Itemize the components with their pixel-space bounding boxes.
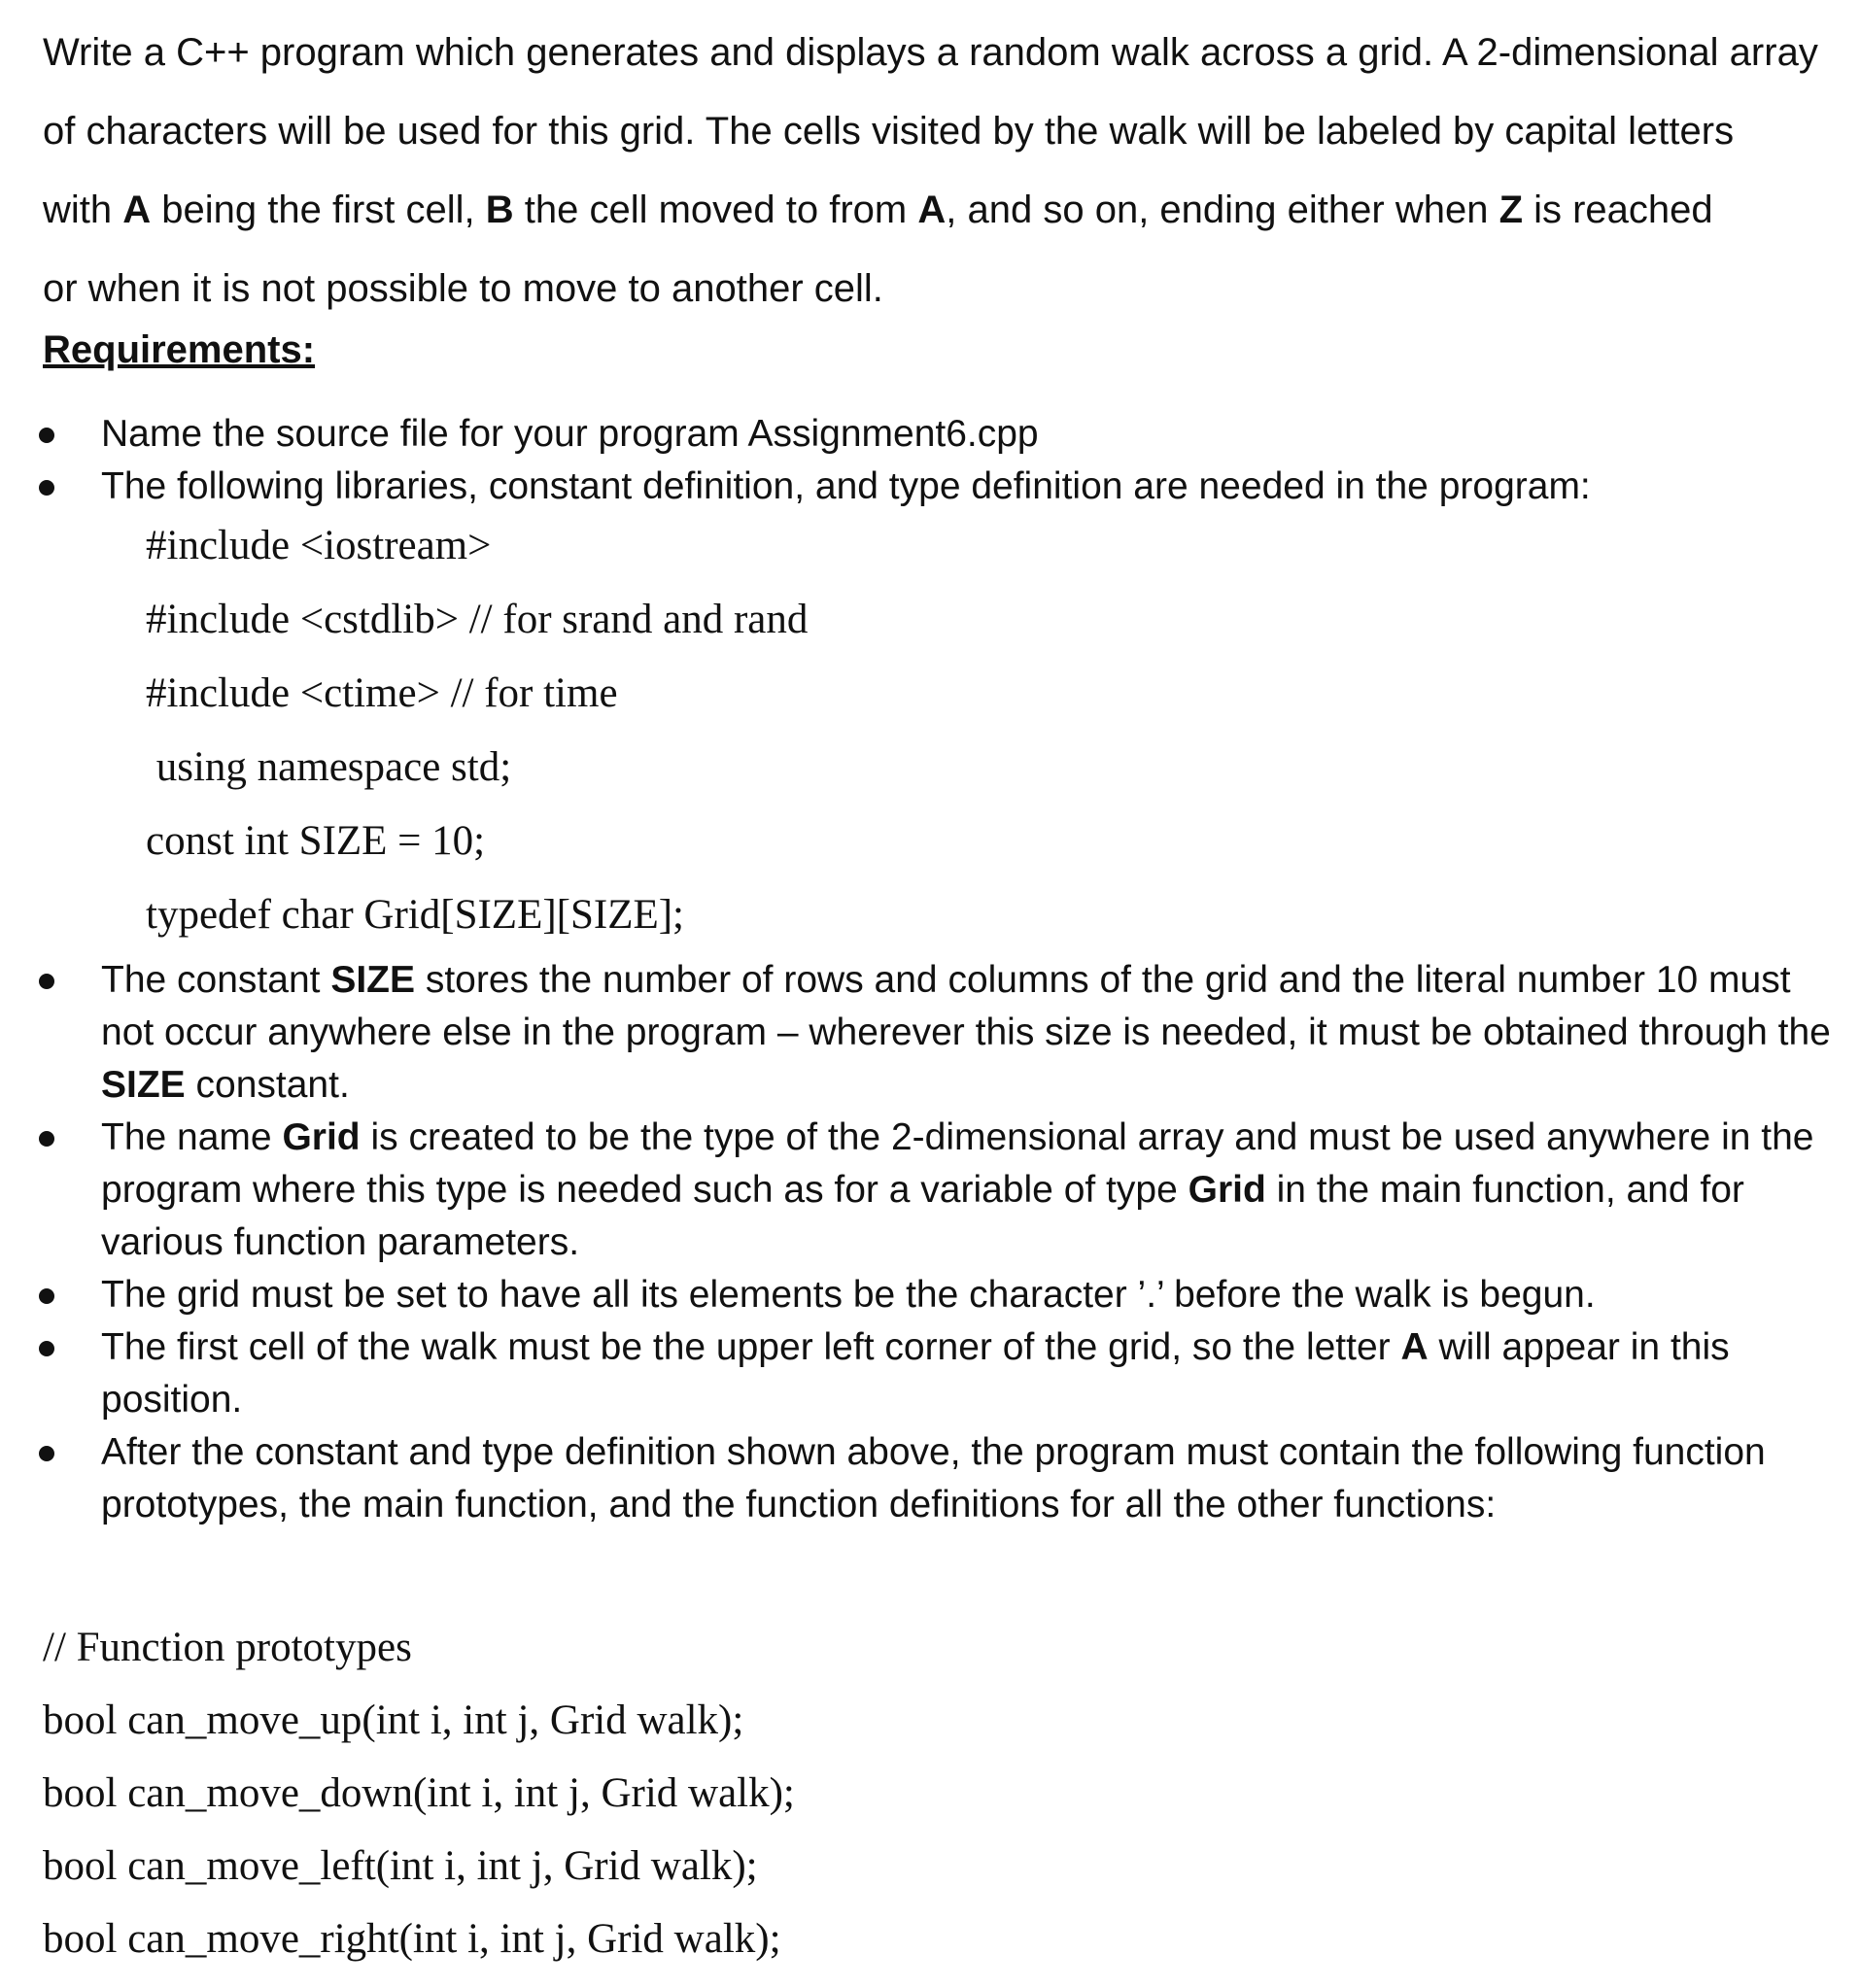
list-item: The grid must be set to have all its elements be the character ’.’ before the walk is begun. <box>0 1269 1831 1321</box>
bold-letter: A <box>917 189 947 231</box>
requirements-list-top <box>0 408 1860 513</box>
intro-paragraph <box>43 14 1831 328</box>
prototype-line: bool can_move_down(int i, int j, Grid walk); <box>43 1770 795 1816</box>
requirements-heading: Requirements: <box>43 328 316 371</box>
intro-line: or when it is not possible to move to another cell. <box>43 267 883 310</box>
bullet-icon <box>39 974 54 989</box>
prototype-comment: // Function prototypes <box>43 1625 412 1670</box>
list-item: The first cell of the walk must be the upper left corner of the grid, so the letter A will appear in this position. <box>0 1321 1831 1426</box>
bold-letter: B <box>485 189 514 231</box>
list-item: Name the source file for your program Assignment6.cpp <box>0 408 1831 461</box>
list-item: The constant SIZE stores the number of rows and columns of the grid and the literal number 10 must not occur anywhere else in the program – wherever this size is needed, it must be obtained through the SIZE constant. <box>0 954 1831 1112</box>
prototype-line: bool can_move_left(int i, int j, Grid walk); <box>43 1843 758 1889</box>
bullet-icon <box>39 428 54 443</box>
code-line: #include <cstdlib> // for srand and rand <box>146 597 809 642</box>
intro-line: Write a C++ program which generates and displays a random walk across a grid. A 2-dimensional array <box>43 31 1818 74</box>
bullet-icon <box>39 480 54 496</box>
code-line: using namespace std; <box>146 744 512 790</box>
code-block <box>146 509 808 952</box>
bold-letter: Z <box>1498 189 1523 231</box>
function-prototypes <box>43 1611 795 1975</box>
prototype-line: bool can_move_up(int i, int j, Grid walk); <box>43 1697 744 1743</box>
bullet-icon <box>39 1131 54 1147</box>
bold-letter: A <box>122 189 152 231</box>
list-item: After the constant and type definition shown above, the program must contain the following function prototypes, the main function, and the function definitions for all the other functions: <box>0 1426 1831 1531</box>
code-line: typedef char Grid[SIZE][SIZE]; <box>146 892 685 938</box>
intro-line: of characters will be used for this grid. The cells visited by the walk will be labeled by capital letters <box>43 110 1735 153</box>
list-item: The name Grid is created to be the type of the 2-dimensional array and must be used anywhere in the program where this type is needed such as for a variable of type Grid in the main function, and for various function parameters. <box>0 1112 1831 1269</box>
code-line: #include <iostream> <box>146 523 492 568</box>
code-line: #include <ctime> // for time <box>146 670 618 716</box>
bullet-icon <box>39 1341 54 1356</box>
list-item: The following libraries, constant definition, and type definition are needed in the program: <box>0 461 1831 513</box>
prototype-line: bool can_move_right(int i, int j, Grid walk); <box>43 1916 781 1962</box>
code-line: const int SIZE = 10; <box>146 818 486 864</box>
requirements-list-bottom <box>0 954 1860 1531</box>
bullet-icon <box>39 1446 54 1461</box>
intro-line: with A being the first cell, B the cell moved to from A, and so on, ending either when Z is reached <box>43 189 1713 231</box>
bullet-icon <box>39 1288 54 1304</box>
